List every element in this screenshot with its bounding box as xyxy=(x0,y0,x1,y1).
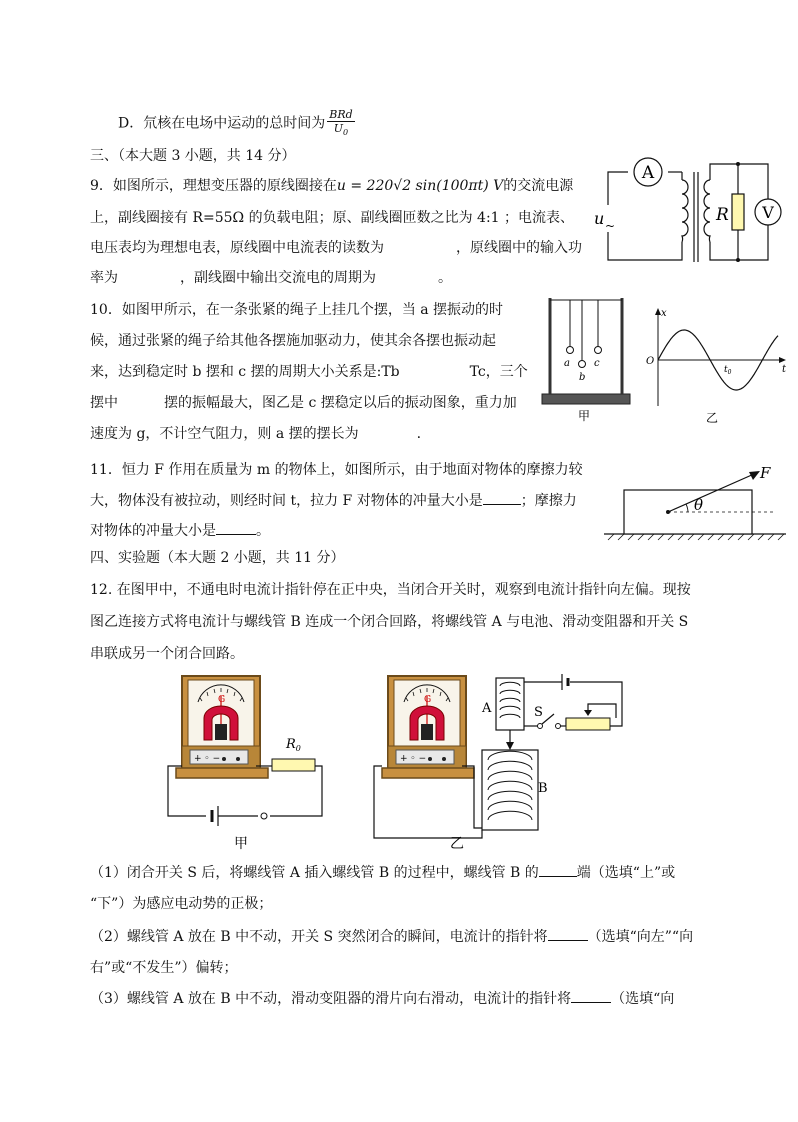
q9-line1-b: 的交流电源 xyxy=(503,178,574,194)
q8-frac-denominator xyxy=(327,122,354,139)
q11-line1: 11．恒力 F 作用在质量为 m 的物体上，如图所示，由于地面对物体的摩擦力较 xyxy=(90,462,583,478)
q11-answer-blank-1[interactable] xyxy=(483,490,521,505)
q12-p1-line1 xyxy=(90,862,675,883)
section4-title: 四、实验题（本大题 2 小题，共 11 分） xyxy=(90,550,345,566)
q12-p2-answer-blank[interactable] xyxy=(548,926,588,941)
q9-line2: 上，副线圈接有 R=55Ω 的负载电阻；原、副线圈匝数之比为 4:1 ；电流表、 xyxy=(90,210,575,226)
switch-s-label: S xyxy=(534,705,543,720)
solenoid-a-label: A xyxy=(482,701,492,716)
q8-frac-den-sub: 0 xyxy=(343,128,349,138)
q12-p2-line1 xyxy=(90,926,693,947)
rheostat-slider xyxy=(584,710,592,716)
q11-line3-a: 对物体的冲量大小是 xyxy=(90,523,216,539)
q10-line4-a: 摆中 xyxy=(90,395,118,411)
q10-vibration-graph xyxy=(642,306,792,426)
graph-origin-label: O xyxy=(646,356,655,367)
voltmeter-label: V xyxy=(762,203,774,222)
graph-t-label: t xyxy=(782,364,787,375)
galvanometer-g-label: G xyxy=(218,695,226,705)
insertion-arrow-icon xyxy=(506,742,514,750)
q9-line1 xyxy=(90,176,573,196)
q11-force-figure xyxy=(600,458,794,544)
q10-line1: 10．如图甲所示，在一条张紧的绳子上挂几个摆，当 a 摆振动的时 xyxy=(90,302,504,318)
q9-formula: u = 220√2 sin(100πt) V xyxy=(336,178,504,194)
q10-line3 xyxy=(90,362,528,382)
q8-option-d-text: D．氘核在电场中运动的总时间为 xyxy=(118,115,326,132)
q12-p2-a: （2）螺线管 A 放在 B 中不动，开关 S 突然闭合的瞬间，电流计的指针将 xyxy=(90,929,548,945)
q12-intro-line2: 图乙连接方式将电流计与螺线管 B 连成一个闭合回路，将螺线管 A 与电池、滑动变阻器和开关 S xyxy=(90,614,689,630)
q10-line5-a: 速度为 g，不计空气阻力，则 a 摆的摆长为 xyxy=(90,426,359,442)
pendulum-b-bob xyxy=(579,361,586,368)
r0-label: $R_0$ xyxy=(286,737,301,753)
r0-resistor xyxy=(272,759,315,771)
solenoid-b xyxy=(482,750,538,830)
pendulum-a-label: a xyxy=(564,358,570,369)
q12-p3-answer-blank[interactable] xyxy=(571,988,611,1003)
solenoid-b-label: B xyxy=(538,781,548,796)
figure-jia-caption: 甲 xyxy=(234,836,248,852)
q10-line5 xyxy=(90,424,421,444)
q9-line4-c: 。 xyxy=(438,270,452,286)
resistor-label: R xyxy=(716,205,729,225)
pendulum-c-label: c xyxy=(594,358,600,369)
q12-intro-line1: 12. 在图甲中，不通电时电流计指针停在正中央，当闭合开关时，观察到电流计指针向左偏。现按 xyxy=(90,582,691,598)
angle-theta-label: θ xyxy=(694,496,704,514)
q12-p2-line2: 右”或“不发生”）偏转； xyxy=(90,960,238,976)
pendulum-base xyxy=(542,394,630,404)
q9-transformer-figure xyxy=(594,150,798,268)
q11-line3 xyxy=(90,520,270,541)
q11-line2-a: 大，物体没有被拉动，则经时间 t，拉力 F 对物体的冲量大小是 xyxy=(90,493,483,509)
q10-line4-b: 摆的振幅最大，图乙是 c 摆稳定以后的振动图象，重力加 xyxy=(164,395,517,411)
ground-hatching xyxy=(608,534,784,540)
q9-line3-b: ，原线圈中的输入功 xyxy=(456,240,582,256)
q10-line3-b: Tc，三个 xyxy=(469,364,528,380)
svg-text:+ ◦ −: + ◦ − xyxy=(400,754,427,764)
resistor-icon xyxy=(732,194,744,230)
slide-rheostat xyxy=(566,718,610,730)
q11-line3-b: 。 xyxy=(256,523,270,539)
q11-line2-b: ；摩擦力 xyxy=(520,493,577,509)
q9-line3-a: 电压表均为理想电表，原线圈中电流表的读数为 xyxy=(90,240,384,256)
q10-line2: 候，通过张紧的绳子给其他各摆施加驱动力，使其余各摆也振动起 xyxy=(90,333,496,349)
force-f-label: F xyxy=(760,464,771,482)
q12-figure-jia xyxy=(160,668,335,858)
source-label: u xyxy=(594,209,605,228)
q12-p2-b: （选填“向左”“向 xyxy=(587,929,694,945)
ac-tilde-icon: ~ xyxy=(605,219,616,233)
svg-text:+ ◦ −: + ◦ − xyxy=(194,754,221,764)
q9-line1-a: 9．如图所示，理想变压器的原线圈接在 xyxy=(90,178,337,194)
ammeter-label: A xyxy=(641,163,655,183)
pendulum-caption: 甲 xyxy=(578,409,591,423)
graph-caption: 乙 xyxy=(706,411,719,425)
q11-line2 xyxy=(90,490,577,511)
q12-p1-a: （1）闭合开关 S 后，将螺线管 A 插入螺线管 B 的过程中，螺线管 B 的 xyxy=(90,865,539,881)
q9-line4-b: ，副线圈中输出交流电的周期为 xyxy=(180,270,376,286)
q8-frac-den-letter: U xyxy=(333,122,344,135)
q12-figure-yi xyxy=(370,668,640,858)
q11-answer-blank-2[interactable] xyxy=(216,520,256,535)
q9-line4-a: 率为 xyxy=(90,270,118,286)
q8-frac-numerator: BRd xyxy=(329,108,353,121)
q10-line5-b: . xyxy=(416,426,422,442)
q9-line4 xyxy=(90,268,452,288)
q12-p3-a: （3）螺线管 A 放在 B 中不动，滑动变阻器的滑片向右滑动，电流计的指针将 xyxy=(90,991,572,1007)
q10-line3-a: 来，达到稳定时 b 摆和 c 摆的周期大小关系是:Tb xyxy=(90,364,400,380)
pendulum-b-label: b xyxy=(579,372,586,383)
graph-t0-label: $t_0$ xyxy=(724,365,732,376)
pendulum-c-bob xyxy=(595,347,602,354)
q10-line4 xyxy=(90,393,517,413)
section3-title: 三、（本大题 3 小题，共 14 分） xyxy=(90,148,296,164)
q12-p3-b: （选填“向 xyxy=(611,991,675,1007)
q10-pendulum-figure xyxy=(540,290,632,425)
q9-line3 xyxy=(90,238,582,258)
q12-p1-line2: “下”）为感应电动势的正极； xyxy=(90,896,273,912)
q12-p1-answer-blank[interactable] xyxy=(539,862,577,877)
q12-p3-line1 xyxy=(90,988,674,1009)
q8-option-d xyxy=(118,108,355,139)
q12-p1-b: 端（选填“上”或 xyxy=(576,865,676,881)
pendulum-a-bob xyxy=(567,347,574,354)
graph-x-label: x xyxy=(661,308,667,319)
q8-fraction xyxy=(327,108,354,139)
q12-intro-line3: 串联成另一个闭合回路。 xyxy=(90,646,244,662)
figure-yi-caption: 乙 xyxy=(450,836,464,852)
galvanometer-g-label-2: G xyxy=(424,695,432,705)
